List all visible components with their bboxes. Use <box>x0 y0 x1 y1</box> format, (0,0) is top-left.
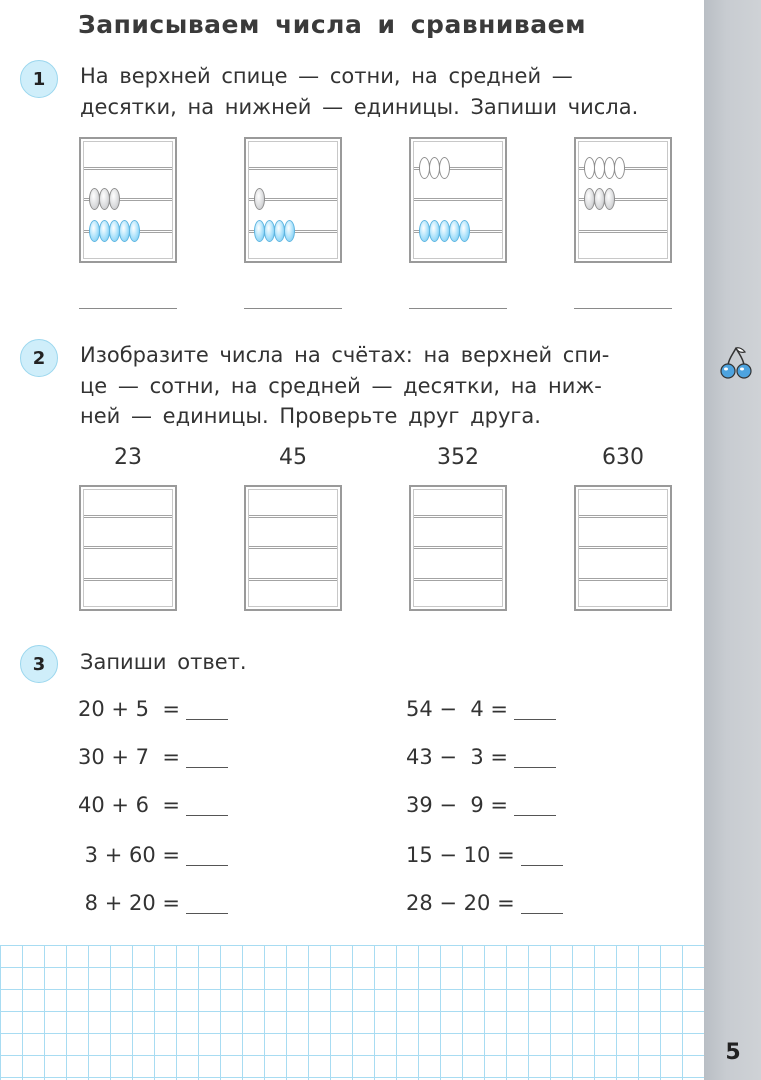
task-text-line: це — сотни, на средней — десятки, на ниж- <box>80 374 602 398</box>
task-text-line: На верхней спице — сотни, на средней — <box>80 64 573 88</box>
bead-group-units <box>254 220 294 242</box>
equation <box>78 745 228 769</box>
grid-paper-area <box>0 945 704 1080</box>
number-label: 45 <box>279 445 307 470</box>
abacus-rod-tens <box>579 546 667 549</box>
equation-text: 8 + 20 = <box>78 891 180 915</box>
number-label: 352 <box>437 445 479 470</box>
page-side-strip <box>704 0 761 1080</box>
answer-blank[interactable] <box>186 847 228 866</box>
abacus-rod-hundreds <box>249 167 337 170</box>
abacus <box>244 137 342 263</box>
answer-line[interactable] <box>244 308 342 309</box>
equation <box>78 697 228 721</box>
answer-blank[interactable] <box>514 797 556 816</box>
abacus-rod-units <box>84 578 172 581</box>
page-number: 5 <box>725 1040 741 1065</box>
task-number-badge: 1 <box>20 60 58 98</box>
abacus-rod-hundreds <box>579 515 667 518</box>
equation-text: 43 − 3 = <box>406 745 508 769</box>
answer-blank[interactable] <box>186 895 228 914</box>
abacus[interactable] <box>79 485 177 611</box>
bead-group-tens <box>89 188 119 210</box>
equation <box>406 891 563 915</box>
equation-text: 28 − 20 = <box>406 891 515 915</box>
abacus-bead <box>129 220 140 242</box>
abacus-rod-units <box>249 578 337 581</box>
abacus-bead <box>439 157 450 179</box>
equation-text: 20 + 5 = <box>78 697 180 721</box>
equation <box>406 793 556 817</box>
abacus-bead <box>284 220 295 242</box>
task-text-line: Изобразите числа на счётах: на верхней спи- <box>80 343 610 367</box>
abacus-bead <box>604 188 615 210</box>
equation-text: 39 − 9 = <box>406 793 508 817</box>
equation-text: 54 − 4 = <box>406 697 508 721</box>
abacus-bead <box>459 220 470 242</box>
answer-blank[interactable] <box>514 701 556 720</box>
bead-group-tens <box>254 188 264 210</box>
abacus[interactable] <box>409 485 507 611</box>
bead-group-hundreds <box>419 157 449 179</box>
task-text-line: Запиши ответ. <box>80 650 247 674</box>
abacus-bead <box>614 157 625 179</box>
page-title: Записываем числа и сравниваем <box>78 10 587 39</box>
equation <box>78 843 228 867</box>
abacus <box>79 137 177 263</box>
equation-text: 15 − 10 = <box>406 843 515 867</box>
number-label: 630 <box>602 445 644 470</box>
abacus-rod-hundreds <box>414 515 502 518</box>
answer-blank[interactable] <box>186 701 228 720</box>
answer-blank[interactable] <box>521 847 563 866</box>
equation <box>406 843 563 867</box>
abacus-rod-tens <box>249 546 337 549</box>
answer-blank[interactable] <box>186 797 228 816</box>
abacus-bead <box>254 188 265 210</box>
abacus-rod-units <box>579 230 667 233</box>
number-label: 23 <box>114 445 142 470</box>
abacus-bead <box>109 188 120 210</box>
answer-blank[interactable] <box>186 749 228 768</box>
equation-text: 40 + 6 = <box>78 793 180 817</box>
abacus-rod-hundreds <box>249 515 337 518</box>
abacus-rod-tens <box>84 546 172 549</box>
task-text-line: десятки, на нижней — единицы. Запиши числа. <box>80 95 639 119</box>
cherry-icon <box>719 346 753 382</box>
abacus[interactable] <box>574 485 672 611</box>
answer-line[interactable] <box>79 308 177 309</box>
abacus-rod-units <box>414 578 502 581</box>
equation <box>78 891 228 915</box>
abacus <box>574 137 672 263</box>
bead-group-units <box>89 220 139 242</box>
equation-text: 3 + 60 = <box>78 843 180 867</box>
equation <box>78 793 228 817</box>
equation-text: 30 + 7 = <box>78 745 180 769</box>
answer-line[interactable] <box>409 308 507 309</box>
answer-blank[interactable] <box>521 895 563 914</box>
bead-group-tens <box>584 188 614 210</box>
equation <box>406 745 556 769</box>
bead-group-hundreds <box>584 157 624 179</box>
abacus-rod-units <box>579 578 667 581</box>
answer-line[interactable] <box>574 308 672 309</box>
bead-group-units <box>419 220 469 242</box>
abacus-rod-hundreds <box>84 515 172 518</box>
abacus <box>409 137 507 263</box>
equation <box>406 697 556 721</box>
abacus-rod-tens <box>414 546 502 549</box>
task-number-badge: 3 <box>20 645 58 683</box>
task-number-badge: 2 <box>20 339 58 377</box>
task-text-line: ней — единицы. Проверьте друг друга. <box>80 404 541 428</box>
abacus-rod-hundreds <box>84 167 172 170</box>
abacus[interactable] <box>244 485 342 611</box>
abacus-rod-tens <box>414 198 502 201</box>
answer-blank[interactable] <box>514 749 556 768</box>
